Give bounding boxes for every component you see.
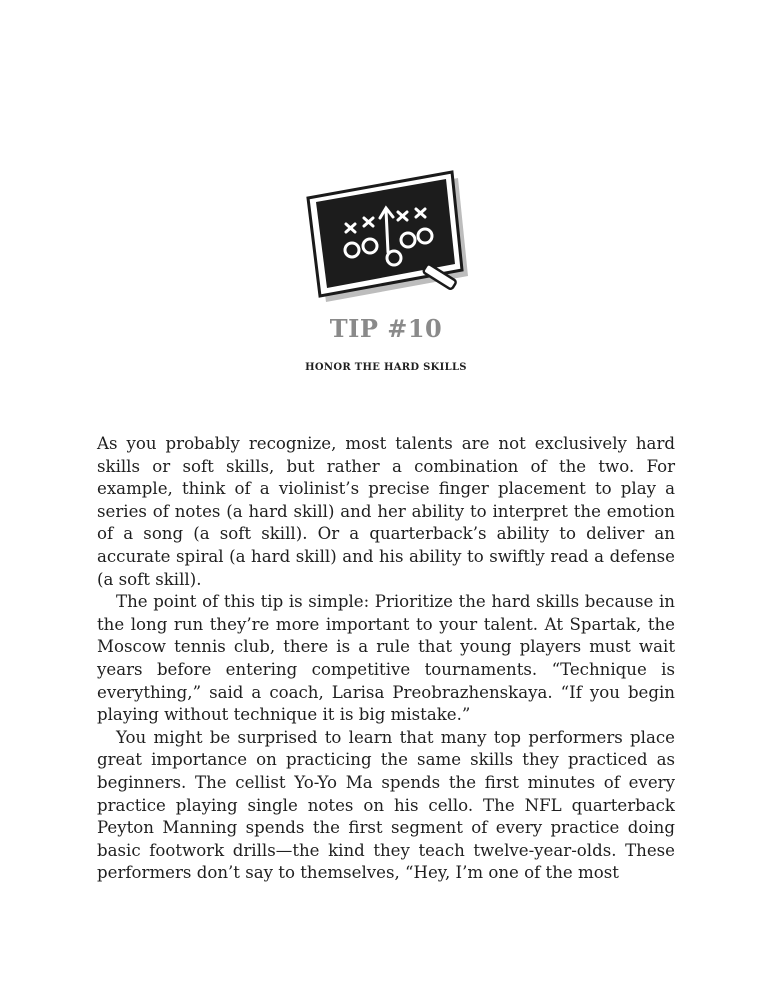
body-text [97,433,675,885]
paragraph-3: You might be surprised to learn that many top performers place great importance on practicing the same skills they practiced as beginners. The cellist Yo-Yo Ma spends the first minutes of every practice playing single notes on his cello. The NFL quarterback Peyton Manning spends the first segment of every practice doing basic footwork drills—the kind they teach twelve-year-olds. These performers don’t say to themselves, “Hey, I’m one of the most [97,727,675,883]
tip-subtitle: HONOR THE HARD SKILLS [305,362,467,373]
paragraph-2: The point of this tip is simple: Prioritize the hard skills because in the long run they’re more important to your talent. At Spartak, the Moscow tennis club, there is a rule that young players must wait years before entering competitive tournaments. “Technique is everything,” said a coach, Larisa Preobrazhenskaya. “If you begin playing without technique it is big mistake.” [97,592,675,725]
paragraph-1: As you probably recognize, most talents are not exclusively hard skills or soft skills, but rather a combination of the two. For example, think of a violinist’s precise finger placement to play a series of notes (a hard skill) and her ability to interpret the emotion of a song (a soft skill). Or a quarterback’s ability to deliver an accurate spiral (a hard skill) and his ability to swiftly read a defense (a soft skill). [97,434,675,589]
chalkboard-play-diagram-icon [300,168,472,308]
tip-number: TIP #10 [329,314,443,343]
